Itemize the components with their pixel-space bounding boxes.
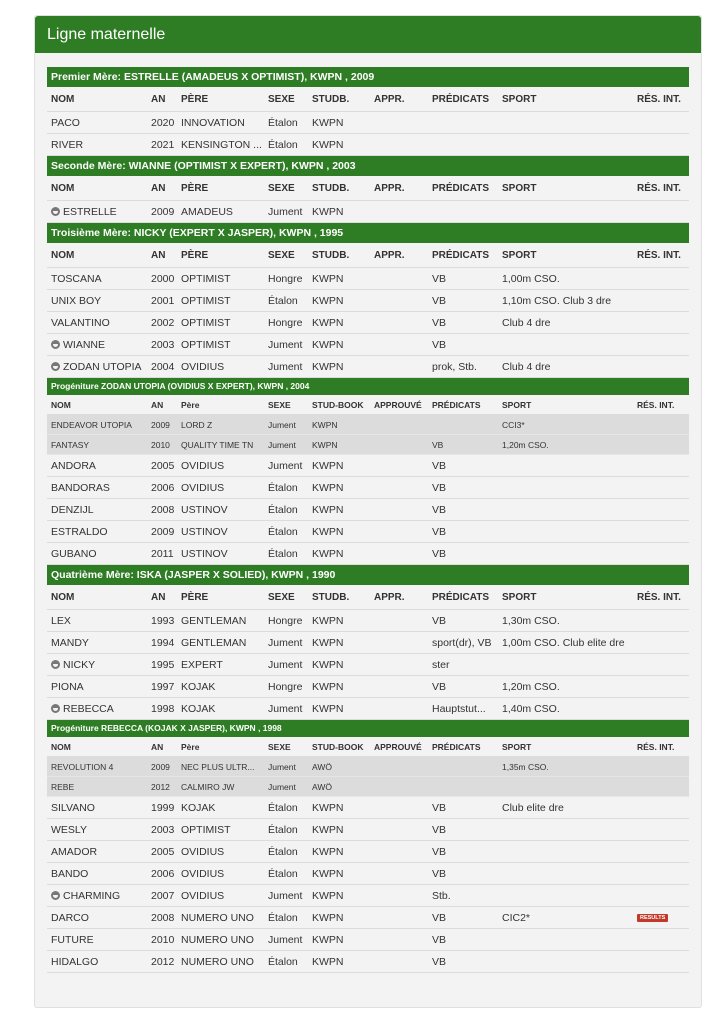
horse-name[interactable]: WIANNE (63, 339, 105, 351)
cell-an: 2003 (151, 824, 175, 836)
cell-an: 2005 (151, 846, 175, 858)
dam-header: Troisième Mère: NICKY (EXPERT X JASPER), KWPN , 1995 (47, 223, 689, 243)
cell-stud: KWPN (312, 659, 344, 671)
cell-sport: CCI3* (502, 420, 525, 430)
cell-sexe: Jument (268, 420, 296, 430)
cell-an: 1999 (151, 802, 175, 814)
column-header-pere: PÈRE (181, 183, 209, 194)
cell-stud: KWPN (312, 637, 344, 649)
cell-nom[interactable] (51, 356, 147, 378)
column-header-appr: APPR. (374, 250, 405, 261)
cell-sexe: Étalon (268, 139, 298, 151)
column-header-res: RÉS. INT. (637, 592, 681, 603)
cell-nom[interactable]: AMADOR (51, 846, 98, 858)
dam-header: Quatrième Mère: ISKA (JASPER X SOLIED), KWPN , 1990 (47, 565, 689, 585)
cell-an: 1998 (151, 703, 175, 715)
column-header-appr: APPROUVÉ (374, 742, 422, 752)
cell-an: 2012 (151, 782, 170, 792)
cell-pred: VB (432, 912, 447, 924)
cell-sexe: Jument (268, 339, 303, 351)
table-header-row (47, 87, 689, 112)
cell-pere[interactable]: OVIDIUS (181, 361, 225, 373)
cell-stud: KWPN (312, 703, 344, 715)
cell-an: 2011 (151, 548, 174, 560)
mare-icon (51, 891, 60, 900)
cell-sexe: Étalon (268, 824, 298, 836)
cell-sexe: Jument (268, 637, 303, 649)
cell-sexe: Hongre (268, 317, 303, 329)
cell-pere[interactable]: KOJAK (181, 681, 216, 693)
cell-an: 2002 (151, 317, 175, 329)
cell-pere[interactable]: AMADEUS (181, 206, 233, 218)
table-row[interactable] (47, 543, 689, 565)
cell-pere[interactable]: KOJAK (181, 703, 216, 715)
cell-stud: KWPN (312, 846, 344, 858)
table-row[interactable] (47, 951, 689, 973)
table-row[interactable] (47, 610, 689, 632)
cell-pred: VB (432, 681, 447, 693)
cell-an: 2001 (151, 295, 175, 307)
cell-nom[interactable] (51, 334, 147, 356)
table-row[interactable] (47, 841, 689, 863)
cell-sexe: Étalon (268, 548, 298, 560)
cell-pred: prok, Stb. (432, 361, 477, 373)
cell-stud: KWPN (312, 548, 344, 560)
column-header-nom: NOM (51, 742, 71, 752)
cell-sexe: Étalon (268, 912, 298, 924)
cell-nom[interactable]: FUTURE (51, 934, 94, 946)
cell-sexe: Hongre (268, 273, 303, 285)
cell-an: 2009 (151, 420, 170, 430)
cell-nom[interactable]: GUBANO (51, 548, 97, 560)
column-header-pere: PÈRE (181, 592, 209, 603)
cell-pred: sport(dr), VB (432, 637, 492, 649)
cell-nom[interactable]: BANDO (51, 868, 89, 880)
cell-nom[interactable]: DENZIJL (51, 504, 94, 516)
column-header-an: AN (151, 400, 164, 410)
horse-name[interactable]: NICKY (63, 659, 96, 671)
cell-stud: KWPN (312, 117, 344, 129)
table-row[interactable] (47, 201, 689, 223)
cell-sexe: Jument (268, 659, 303, 671)
cell-stud: KWPN (312, 139, 344, 151)
mare-icon (51, 362, 60, 371)
cell-sexe: Jument (268, 782, 296, 792)
cell-an: 2006 (151, 482, 175, 494)
cell-nom[interactable]: RIVER (51, 139, 84, 151)
table-row[interactable] (47, 268, 689, 290)
table-header-row (47, 395, 689, 415)
cell-nom[interactable]: PACO (51, 117, 80, 129)
cell-pred: VB (432, 956, 447, 968)
table-row[interactable] (47, 676, 689, 698)
cell-stud: KWPN (312, 912, 344, 924)
cell-an: 2021 (151, 139, 175, 151)
panel-title: Ligne maternelle (35, 16, 701, 53)
cell-stud: KWPN (312, 361, 344, 373)
cell-stud: KWPN (312, 824, 344, 836)
column-header-pere: Père (181, 742, 200, 752)
cell-sexe: Étalon (268, 482, 298, 494)
table-row[interactable] (47, 907, 689, 929)
cell-sexe: Hongre (268, 615, 303, 627)
cell-sexe: Étalon (268, 526, 298, 538)
cell-stud: AWÖ (312, 762, 332, 772)
cell-sexe: Étalon (268, 956, 298, 968)
cell-pere[interactable]: LORD Z (181, 420, 213, 430)
horse-name[interactable]: ZODAN UTOPIA (63, 361, 142, 373)
cell-sexe: Étalon (268, 846, 298, 858)
table-row[interactable] (47, 290, 689, 312)
cell-pere[interactable]: GENTLEMAN (181, 637, 247, 649)
horse-name[interactable]: REBECCA (63, 703, 114, 715)
cell-stud: AWÖ (312, 782, 332, 792)
column-header-sexe: SEXE (268, 400, 291, 410)
cell-sport: 1,40m CSO. (502, 703, 560, 715)
cell-sexe: Jument (268, 460, 303, 472)
cell-an: 1993 (151, 615, 175, 627)
progeny-header: Progéniture ZODAN UTOPIA (OVIDIUS X EXPERT), KWPN , 2004 (47, 378, 689, 395)
column-header-sexe: SEXE (268, 183, 295, 194)
cell-nom[interactable]: REVOLUTION 4 (51, 762, 114, 772)
cell-pred: VB (432, 868, 447, 880)
cell-pred: Stb. (432, 890, 451, 902)
cell-pred: Hauptstut... (432, 703, 486, 715)
cell-nom[interactable]: HIDALGO (51, 956, 99, 968)
column-header-nom: NOM (51, 183, 75, 194)
cell-pred: VB (432, 504, 447, 516)
cell-sexe: Jument (268, 206, 303, 218)
cell-nom[interactable]: TOSCANA (51, 273, 102, 285)
cell-pere[interactable]: OPTIMIST (181, 295, 231, 307)
column-header-an: AN (151, 742, 164, 752)
cell-pere[interactable]: OPTIMIST (181, 273, 231, 285)
table-header-row (47, 737, 689, 757)
column-header-nom: NOM (51, 592, 75, 603)
column-header-appr: APPR. (374, 183, 405, 194)
cell-sexe: Jument (268, 762, 296, 772)
cell-an: 2020 (151, 117, 175, 129)
cell-sexe: Jument (268, 361, 303, 373)
column-header-pred: PRÉDICATS (432, 183, 490, 194)
results-button[interactable]: RESULTS (637, 914, 668, 922)
cell-pred: VB (432, 824, 447, 836)
cell-nom[interactable]: DARCO (51, 912, 89, 924)
cell-pere[interactable]: CALMIRO JW (181, 782, 235, 792)
cell-pred: VB (432, 934, 447, 946)
horse-name[interactable]: CHARMING (63, 890, 121, 902)
cell-nom[interactable] (51, 698, 147, 720)
cell-sexe: Hongre (268, 681, 303, 693)
table-row[interactable] (47, 521, 689, 543)
cell-stud: KWPN (312, 615, 344, 627)
column-header-res: RÉS. INT. (637, 94, 681, 105)
mare-icon (51, 207, 60, 216)
column-header-an: AN (151, 94, 166, 105)
column-header-sexe: SEXE (268, 250, 295, 261)
column-header-appr: APPR. (374, 94, 405, 105)
cell-pere[interactable]: INNOVATION (181, 117, 245, 129)
cell-stud: KWPN (312, 482, 344, 494)
cell-nom[interactable]: WESLY (51, 824, 87, 836)
cell-pere[interactable]: EXPERT (181, 659, 223, 671)
cell-an: 1994 (151, 637, 175, 649)
column-header-sport: SPORT (502, 94, 537, 105)
cell-sexe: Étalon (268, 295, 298, 307)
column-header-sport: SPORT (502, 250, 537, 261)
cell-pere[interactable]: KENSINGTON ... (181, 139, 262, 151)
cell-an: 1995 (151, 659, 175, 671)
column-header-an: AN (151, 250, 166, 261)
column-header-sport: SPORT (502, 400, 532, 410)
cell-pere[interactable]: USTINOV (181, 504, 228, 516)
cell-stud: KWPN (312, 460, 344, 472)
column-header-res: RÉS. INT. (637, 400, 675, 410)
column-header-sport: SPORT (502, 742, 532, 752)
table-row[interactable] (47, 797, 689, 819)
column-header-stud: STUDB. (312, 94, 350, 105)
cell-sport: 1,20m CSO. (502, 681, 560, 693)
column-header-nom: NOM (51, 94, 75, 105)
cell-sexe: Étalon (268, 504, 298, 516)
cell-an: 2007 (151, 890, 175, 902)
cell-pred: VB (432, 615, 447, 627)
cell-pere[interactable]: QUALITY TIME TN (181, 440, 254, 450)
table-row[interactable] (47, 777, 689, 797)
cell-an: 2009 (151, 762, 170, 772)
cell-an: 2009 (151, 206, 175, 218)
cell-an: 2010 (151, 934, 175, 946)
cell-pere[interactable]: NUMERO UNO (181, 934, 254, 946)
cell-nom[interactable] (51, 885, 147, 907)
cell-stud: KWPN (312, 440, 338, 450)
cell-pere[interactable]: OVIDIUS (181, 460, 225, 472)
cell-pred: VB (432, 548, 447, 560)
cell-nom[interactable]: ENDEAVOR UTOPIA (51, 420, 132, 430)
cell-pere[interactable]: OPTIMIST (181, 824, 231, 836)
column-header-nom: NOM (51, 250, 75, 261)
cell-pere[interactable]: NUMERO UNO (181, 912, 254, 924)
column-header-stud: STUD-BOOK (312, 400, 364, 410)
cell-stud: KWPN (312, 295, 344, 307)
cell-pere[interactable]: KOJAK (181, 802, 216, 814)
column-header-appr: APPR. (374, 592, 405, 603)
cell-sport: Club elite dre (502, 802, 564, 814)
progeny-header: Progéniture REBECCA (KOJAK X JASPER), KWPN , 1998 (47, 720, 689, 737)
cell-pere[interactable]: OVIDIUS (181, 482, 225, 494)
cell-pred: VB (432, 273, 447, 285)
cell-stud: KWPN (312, 956, 344, 968)
cell-stud: KWPN (312, 206, 344, 218)
table-row[interactable] (47, 929, 689, 951)
cell-sport: Club 4 dre (502, 317, 551, 329)
column-header-sport: SPORT (502, 592, 537, 603)
table-row[interactable] (47, 477, 689, 499)
table-row[interactable] (47, 415, 689, 435)
mare-icon (51, 340, 60, 349)
cell-nom[interactable]: LEX (51, 615, 71, 627)
cell-pred: VB (432, 317, 447, 329)
cell-an: 2008 (151, 912, 175, 924)
table-row[interactable] (47, 654, 689, 676)
panel-body (35, 53, 701, 973)
table-row[interactable] (47, 455, 689, 477)
column-header-sexe: SEXE (268, 592, 295, 603)
cell-an: 2006 (151, 868, 175, 880)
cell-an: 1997 (151, 681, 175, 693)
cell-nom[interactable] (51, 654, 147, 676)
cell-pere[interactable]: OPTIMIST (181, 317, 231, 329)
cell-nom[interactable]: MANDY (51, 637, 89, 649)
cell-an: 2003 (151, 339, 175, 351)
cell-sexe: Étalon (268, 117, 298, 129)
cell-sexe: Étalon (268, 868, 298, 880)
cell-an: 2000 (151, 273, 175, 285)
column-header-stud: STUDB. (312, 183, 350, 194)
column-header-pred: PRÉDICATS (432, 592, 490, 603)
cell-pred: VB (432, 802, 447, 814)
column-header-appr: APPROUVÉ (374, 400, 422, 410)
column-header-an: AN (151, 592, 166, 603)
column-header-pred: PRÉDICATS (432, 742, 481, 752)
cell-pred: VB (432, 460, 447, 472)
column-header-sport: SPORT (502, 183, 537, 194)
cell-stud: KWPN (312, 273, 344, 285)
cell-pere[interactable]: USTINOV (181, 526, 228, 538)
table-row[interactable] (47, 356, 689, 378)
column-header-pere: Père (181, 400, 200, 410)
table-row[interactable] (47, 112, 689, 134)
cell-pred: VB (432, 339, 447, 351)
column-header-pere: PÈRE (181, 250, 209, 261)
table-header-row (47, 243, 689, 268)
column-header-pere: PÈRE (181, 94, 209, 105)
table-row[interactable] (47, 819, 689, 841)
column-header-an: AN (151, 183, 166, 194)
table-row[interactable] (47, 632, 689, 654)
cell-sport: 1,00m CSO. Club elite dre (502, 637, 625, 649)
cell-stud: KWPN (312, 934, 344, 946)
cell-nom[interactable]: ANDORA (51, 460, 96, 472)
cell-pred: VB (432, 846, 447, 858)
cell-sport: 1,00m CSO. (502, 273, 560, 285)
cell-nom[interactable]: FANTASY (51, 440, 90, 450)
cell-sport: 1,30m CSO. (502, 615, 560, 627)
cell-nom[interactable]: VALANTINO (51, 317, 110, 329)
mare-icon (51, 704, 60, 713)
cell-pere[interactable]: OVIDIUS (181, 868, 225, 880)
dam-header: Seconde Mère: WIANNE (OPTIMIST X EXPERT), KWPN , 2003 (47, 156, 689, 176)
table-row[interactable] (47, 312, 689, 334)
cell-pred: ster (432, 659, 450, 671)
cell-nom[interactable]: SILVANO (51, 802, 95, 814)
cell-stud: KWPN (312, 802, 344, 814)
cell-stud: KWPN (312, 339, 344, 351)
column-header-sexe: SEXE (268, 94, 295, 105)
column-header-stud: STUD-BOOK (312, 742, 364, 752)
cell-stud: KWPN (312, 526, 344, 538)
cell-sport: CIC2* (502, 912, 531, 924)
dam-header: Premier Mère: ESTRELLE (AMADEUS X OPTIMIST), KWPN , 2009 (47, 67, 689, 87)
cell-nom[interactable]: PIONA (51, 681, 84, 693)
cell-pere[interactable]: OVIDIUS (181, 890, 225, 902)
horse-name[interactable]: ESTRELLE (63, 206, 117, 218)
cell-pere[interactable]: OVIDIUS (181, 846, 225, 858)
cell-pere[interactable]: NEC PLUS ULTR... (181, 762, 255, 772)
cell-nom[interactable] (51, 201, 147, 223)
cell-sexe: Étalon (268, 802, 298, 814)
cell-an: 2009 (151, 526, 175, 538)
cell-sport: Club 4 dre (502, 361, 551, 373)
column-header-res: RÉS. INT. (637, 742, 675, 752)
cell-stud: KWPN (312, 868, 344, 880)
cell-sport: 1,10m CSO. Club 3 dre (502, 295, 612, 307)
cell-pere[interactable]: NUMERO UNO (181, 956, 254, 968)
column-header-sexe: SEXE (268, 742, 291, 752)
mare-icon (51, 660, 60, 669)
column-header-nom: NOM (51, 400, 71, 410)
cell-pred: VB (432, 482, 447, 494)
cell-stud: KWPN (312, 420, 338, 430)
column-header-stud: STUDB. (312, 592, 350, 603)
column-header-pred: PRÉDICATS (432, 94, 490, 105)
column-header-pred: PRÉDICATS (432, 250, 490, 261)
column-header-stud: STUDB. (312, 250, 350, 261)
table-row[interactable] (47, 863, 689, 885)
cell-sexe: Jument (268, 934, 303, 946)
cell-pred: VB (432, 440, 444, 450)
cell-an: 2008 (151, 504, 175, 516)
cell-pere[interactable]: OPTIMIST (181, 339, 231, 351)
cell-stud: KWPN (312, 504, 344, 516)
cell-pere[interactable]: GENTLEMAN (181, 615, 247, 627)
table-row[interactable] (47, 698, 689, 720)
table-row[interactable] (47, 334, 689, 356)
cell-sexe: Jument (268, 440, 296, 450)
table-row[interactable] (47, 757, 689, 777)
cell-an: 2012 (151, 956, 175, 968)
table-header-row (47, 176, 689, 201)
table-row[interactable] (47, 134, 689, 156)
cell-an: 2004 (151, 361, 175, 373)
cell-stud: KWPN (312, 890, 344, 902)
cell-sport: 1,20m CSO. (502, 440, 549, 450)
table-header-row (47, 585, 689, 610)
cell-an: 2010 (151, 440, 170, 450)
table-row[interactable] (47, 499, 689, 521)
cell-pred: VB (432, 526, 447, 538)
table-row[interactable] (47, 885, 689, 907)
column-header-res: RÉS. INT. (637, 250, 681, 261)
cell-nom[interactable]: ESTRALDO (51, 526, 108, 538)
cell-sport: 1,35m CSO. (502, 762, 549, 772)
cell-nom[interactable]: UNIX BOY (51, 295, 102, 307)
cell-an: 2005 (151, 460, 175, 472)
column-header-res: RÉS. INT. (637, 183, 681, 194)
column-header-pred: PRÉDICATS (432, 400, 481, 410)
table-row[interactable] (47, 435, 689, 455)
cell-nom[interactable]: REBE (51, 782, 75, 792)
cell-stud: KWPN (312, 681, 344, 693)
cell-pred: VB (432, 295, 447, 307)
maternal-line-panel (34, 15, 702, 1008)
cell-sexe: Jument (268, 703, 303, 715)
cell-pere[interactable]: USTINOV (181, 548, 228, 560)
cell-stud: KWPN (312, 317, 344, 329)
cell-nom[interactable]: BANDORAS (51, 482, 110, 494)
cell-sexe: Jument (268, 890, 303, 902)
